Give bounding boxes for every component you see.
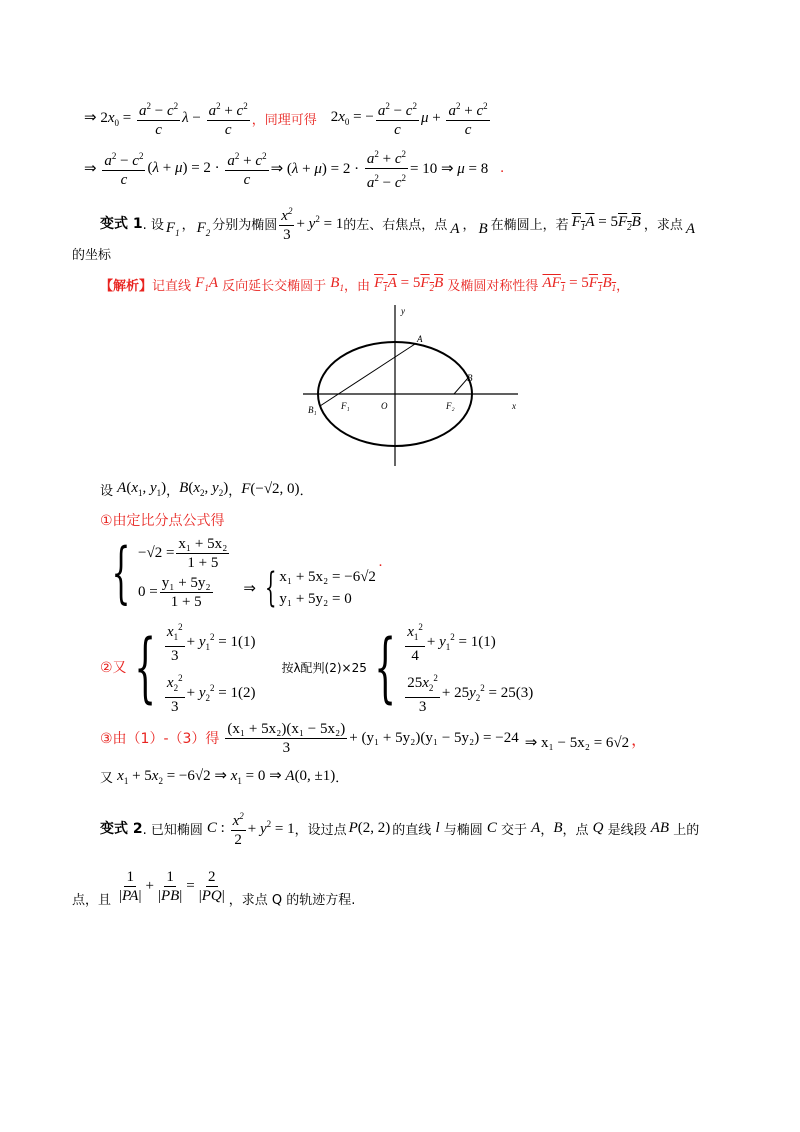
- variant-1-statement: 变式 1 . 设 $F_1$ ， $F_2$ 分别为椭圆 $\frac{x^2}{3}$ + $y^2 = 1$ 的左、右焦点，点 A ， B 在椭圆上，若 $F_1A = 5F_2B$ ，求点 A: [100, 203, 695, 243]
- analysis-line: 【解析】 记直线 $F_1A$ 反向延长交椭圆于 $B_1$ ，由 $F_1A = 5F_2B$ 及椭圆对称性得 $AF_1 = 5F_1B_1$ ，: [100, 275, 630, 294]
- analysis-tag: 【解析】: [100, 278, 153, 294]
- final-line: 又 $x_1 + 5x_2 = -6√2$ ⇒ $x_1 = 0$ ⇒ A(0, ±1) ．: [100, 768, 349, 786]
- chord-b1-a: [320, 344, 415, 406]
- label-b: B: [467, 373, 473, 383]
- label-b1: B₁: [308, 405, 317, 415]
- same-reasoning-note: ，同理可得: [251, 112, 317, 128]
- label-a: A: [417, 334, 423, 344]
- step-1-title: ①由定比分点公式得: [100, 513, 225, 529]
- setup-line: 设 $A(x_1$, $y_1$) ， $B(x_2$, $y_2$) ， F(−√2, 0) ．: [100, 480, 313, 499]
- variant-2-label: 变式 2: [100, 821, 143, 837]
- step-2-system: ②又 { $\frac{x_1^2}{3}$ + $y_1^2 = 1(1)$ $\frac{x_2^2}{3}$ + $y_2^2 = 1(2)$ 按λ配判(2)×25 { $\frac{x_1^2}{4}$ + $y_1^2 = 1(1)$ $\frac{25x_2^2}{3}$ + $25y_2^2 = 25(3)$: [100, 624, 533, 710]
- derivation-line-1: ⇒ $2x_0$ = $\frac{a^2 - c^2}{c}$ λ − $\frac{a^2 + c^2}{c}$ ，同理可得 $2x_0$ = − $\frac{a^2 - c^2}{c}$ μ + $\frac{a^2 + c^2}{c}$: [84, 96, 492, 140]
- step-3-line: ③由（1）-（3）得 $\frac{\text{(x₁ + 5x₂)(x₁ − 5x₂)}}{3}$ + (y₁ + 5y₂)(y₁ − 5y₂) = −24 ⇒ x₁ − 5x₂ = 6√2 ，: [100, 720, 648, 756]
- derivation-line-2: ⇒ $\frac{a^2 - c^2}{c}$ (λ + μ) = 2 · $\frac{a^2 + c^2}{c}$ ⇒ (λ + μ) = 2 · $\frac{a^2 + c^2}{a^2 - c^2}$ = 10 ⇒ μ = 8 .: [84, 146, 504, 190]
- chord-f2-b: [454, 378, 468, 394]
- label-f2: F₂: [446, 401, 455, 411]
- variant-1-statement-end: 的坐标: [72, 248, 112, 263]
- label-y: y: [401, 306, 405, 316]
- step-1-system: { −√2 = $\frac{\text{x₁ + 5x₂}}{1 + 5}$ 0 = $\frac{\text{y₁ + 5y₂}}{1 + 5}$ ⇒ { x₁ + 5x₂ = −6√2 y₁ + 5y₂ = 0 ·: [111, 534, 383, 611]
- label-x: x: [512, 401, 516, 411]
- label-o: O: [381, 401, 388, 411]
- variant-2-statement: 变式 2 . 已知椭圆 C : $\frac{x^2}{2}$ + $y^2 = 1$ ，设过点 P(2, 2) 的直线 l 与椭圆 C 交于 A ， B ，点 Q 是线段 AB 上的: [100, 806, 699, 850]
- variant-1-label: 变式 1: [100, 216, 143, 232]
- ellipse-figure: [300, 302, 532, 468]
- multiply-note: 按λ配判(2)×25: [281, 660, 367, 675]
- label-f1: F₁: [341, 401, 350, 411]
- variant-2-condition: 点，且 $\frac{1}{|PA|}$ + $\frac{1}{|PB|}$ = $\frac{2}{|PQ|}$ ，求点 Q 的轨迹方程.: [72, 868, 356, 908]
